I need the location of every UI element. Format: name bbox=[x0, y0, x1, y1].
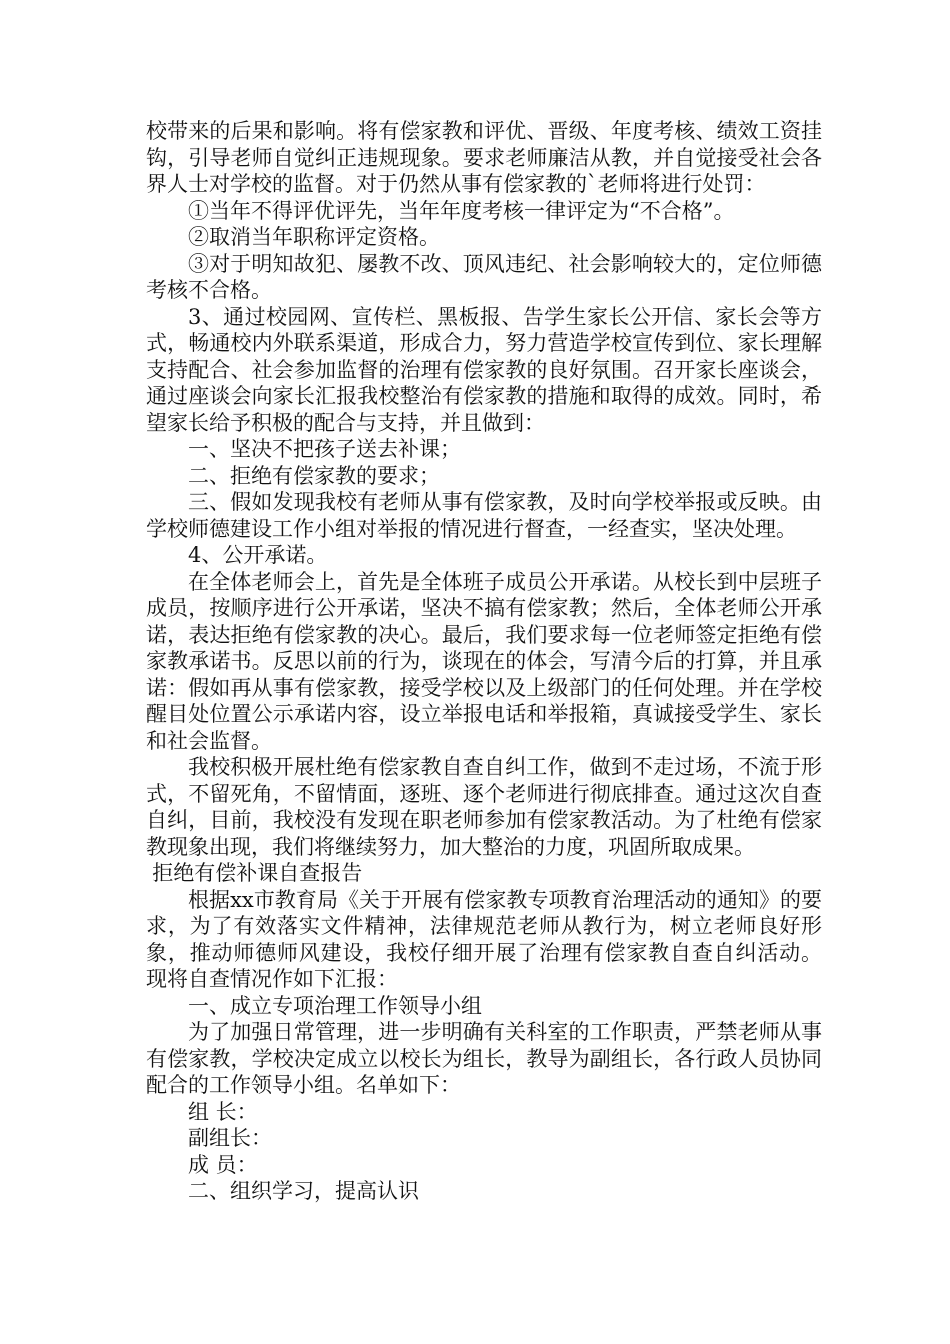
paragraph-penalty-1: ①当年不得评优评先，当年年度考核一律评定为“不合格”。 bbox=[188, 198, 735, 223]
section-heading-leadership-group: 一、成立专项治理工作领导小组 bbox=[188, 993, 482, 1018]
paragraph-public-commitment: 在全体老师会上，首先是全体班子成员公开承诺。从校长到中层班子成员，按顺序进行公开承诺，坚决不搞有偿家教；然后，全体老师公开承诺，表达拒绝有偿家教的决心。最后，我们要求每一位老师签定拒绝有偿家教承诺书。反思以前的行为，谈现在的体会，写清今后的打算，并且承诺：假如再从事有偿家教，接受学校以及上级部门的任何处理。并在学校醒目处位置公示承诺内容，设立举报电话和举报箱，真诚接受学生、家长和社会监督。 bbox=[146, 569, 822, 753]
paragraph-penalty-intro: 校带来的后果和影响。将有偿家教和评优、晋级、年度考核、绩效工资挂钩，引导老师自觉纠正违规现象。要求老师廉洁从教，并自觉接受社会各界人士对学校的监督。对于仍然从事有偿家教的`老师将进行处罚： bbox=[146, 119, 822, 196]
paragraph-penalty-2: ②取消当年职称评定资格。 bbox=[188, 225, 440, 249]
paragraph-parent-request-3: 三、假如发现我校有老师从事有偿家教，及时向学校举报或反映。由学校师德建设工作小组对举报的情况进行督查，一经查实，坚决处理。 bbox=[146, 490, 822, 541]
roster-group-leader: 组 长： bbox=[188, 1099, 258, 1124]
roster-deputy-leader: 副组长： bbox=[188, 1126, 272, 1150]
paragraph-report-intro: 根据xx市教育局《关于开展有偿家教专项教育治理活动的通知》的要求，为了有效落实文件精神，法律规范老师从教行为，树立老师良好形象，推动师德师风建设，我校仔细开展了治理有偿家教自查自纠活动。 现将自查情况作如下汇报： bbox=[146, 887, 822, 991]
paragraph-leadership-group: 为了加强日常管理，进一步明确有关科室的工作职责，严禁老师从事有偿家教，学校决定成立以校长为组长，教导为副组长，各行政人员协同配合的工作领导小组。名单如下： bbox=[146, 1020, 822, 1097]
document-page bbox=[146, 118, 822, 1205]
section-heading-study: 二、组织学习，提高认识 bbox=[188, 1179, 419, 1203]
paragraph-self-inspection-result: 我校积极开展杜绝有偿家教自查自纠工作，做到不走过场，不流于形式，不留死角，不留情面，逐班、逐个老师进行彻底排查。通过这次自查自纠，目前，我校没有发现在职老师参加有偿家教活动。为了杜绝有偿家教现象出现，我们将继续努力，加大整治的力度，巩固所取成果。 bbox=[146, 755, 822, 859]
paragraph-penalty-3: ③对于明知故犯、屡教不改、顶风违纪、社会影响较大的，定位师德考核不合格。 bbox=[146, 251, 822, 302]
paragraph-item-3-publicity: 3、通过校园网、宣传栏、黑板报、告学生家长公开信、家长会等方式，畅通校内外联系渠道，形成合力，努力营造学校宣传到位、家长理解支持配合、社会参加监督的治理有偿家教的良好氛围。召开家长座谈会，通过座谈会向家长汇报我校整治有偿家教的措施和取得的成效。同时，希望家长给予积极的配合与支持，并且做到： bbox=[146, 304, 822, 435]
paragraph-parent-request-2: 二、拒绝有偿家教的要求； bbox=[188, 463, 440, 488]
paragraph-item-4-heading: 4、公开承诺。 bbox=[188, 543, 328, 567]
report-title: 拒绝有偿补课自查报告 bbox=[152, 861, 363, 885]
paragraph-parent-request-1: 一、坚决不把孩子送去补课； bbox=[188, 437, 461, 461]
roster-members: 成 员： bbox=[188, 1152, 258, 1177]
